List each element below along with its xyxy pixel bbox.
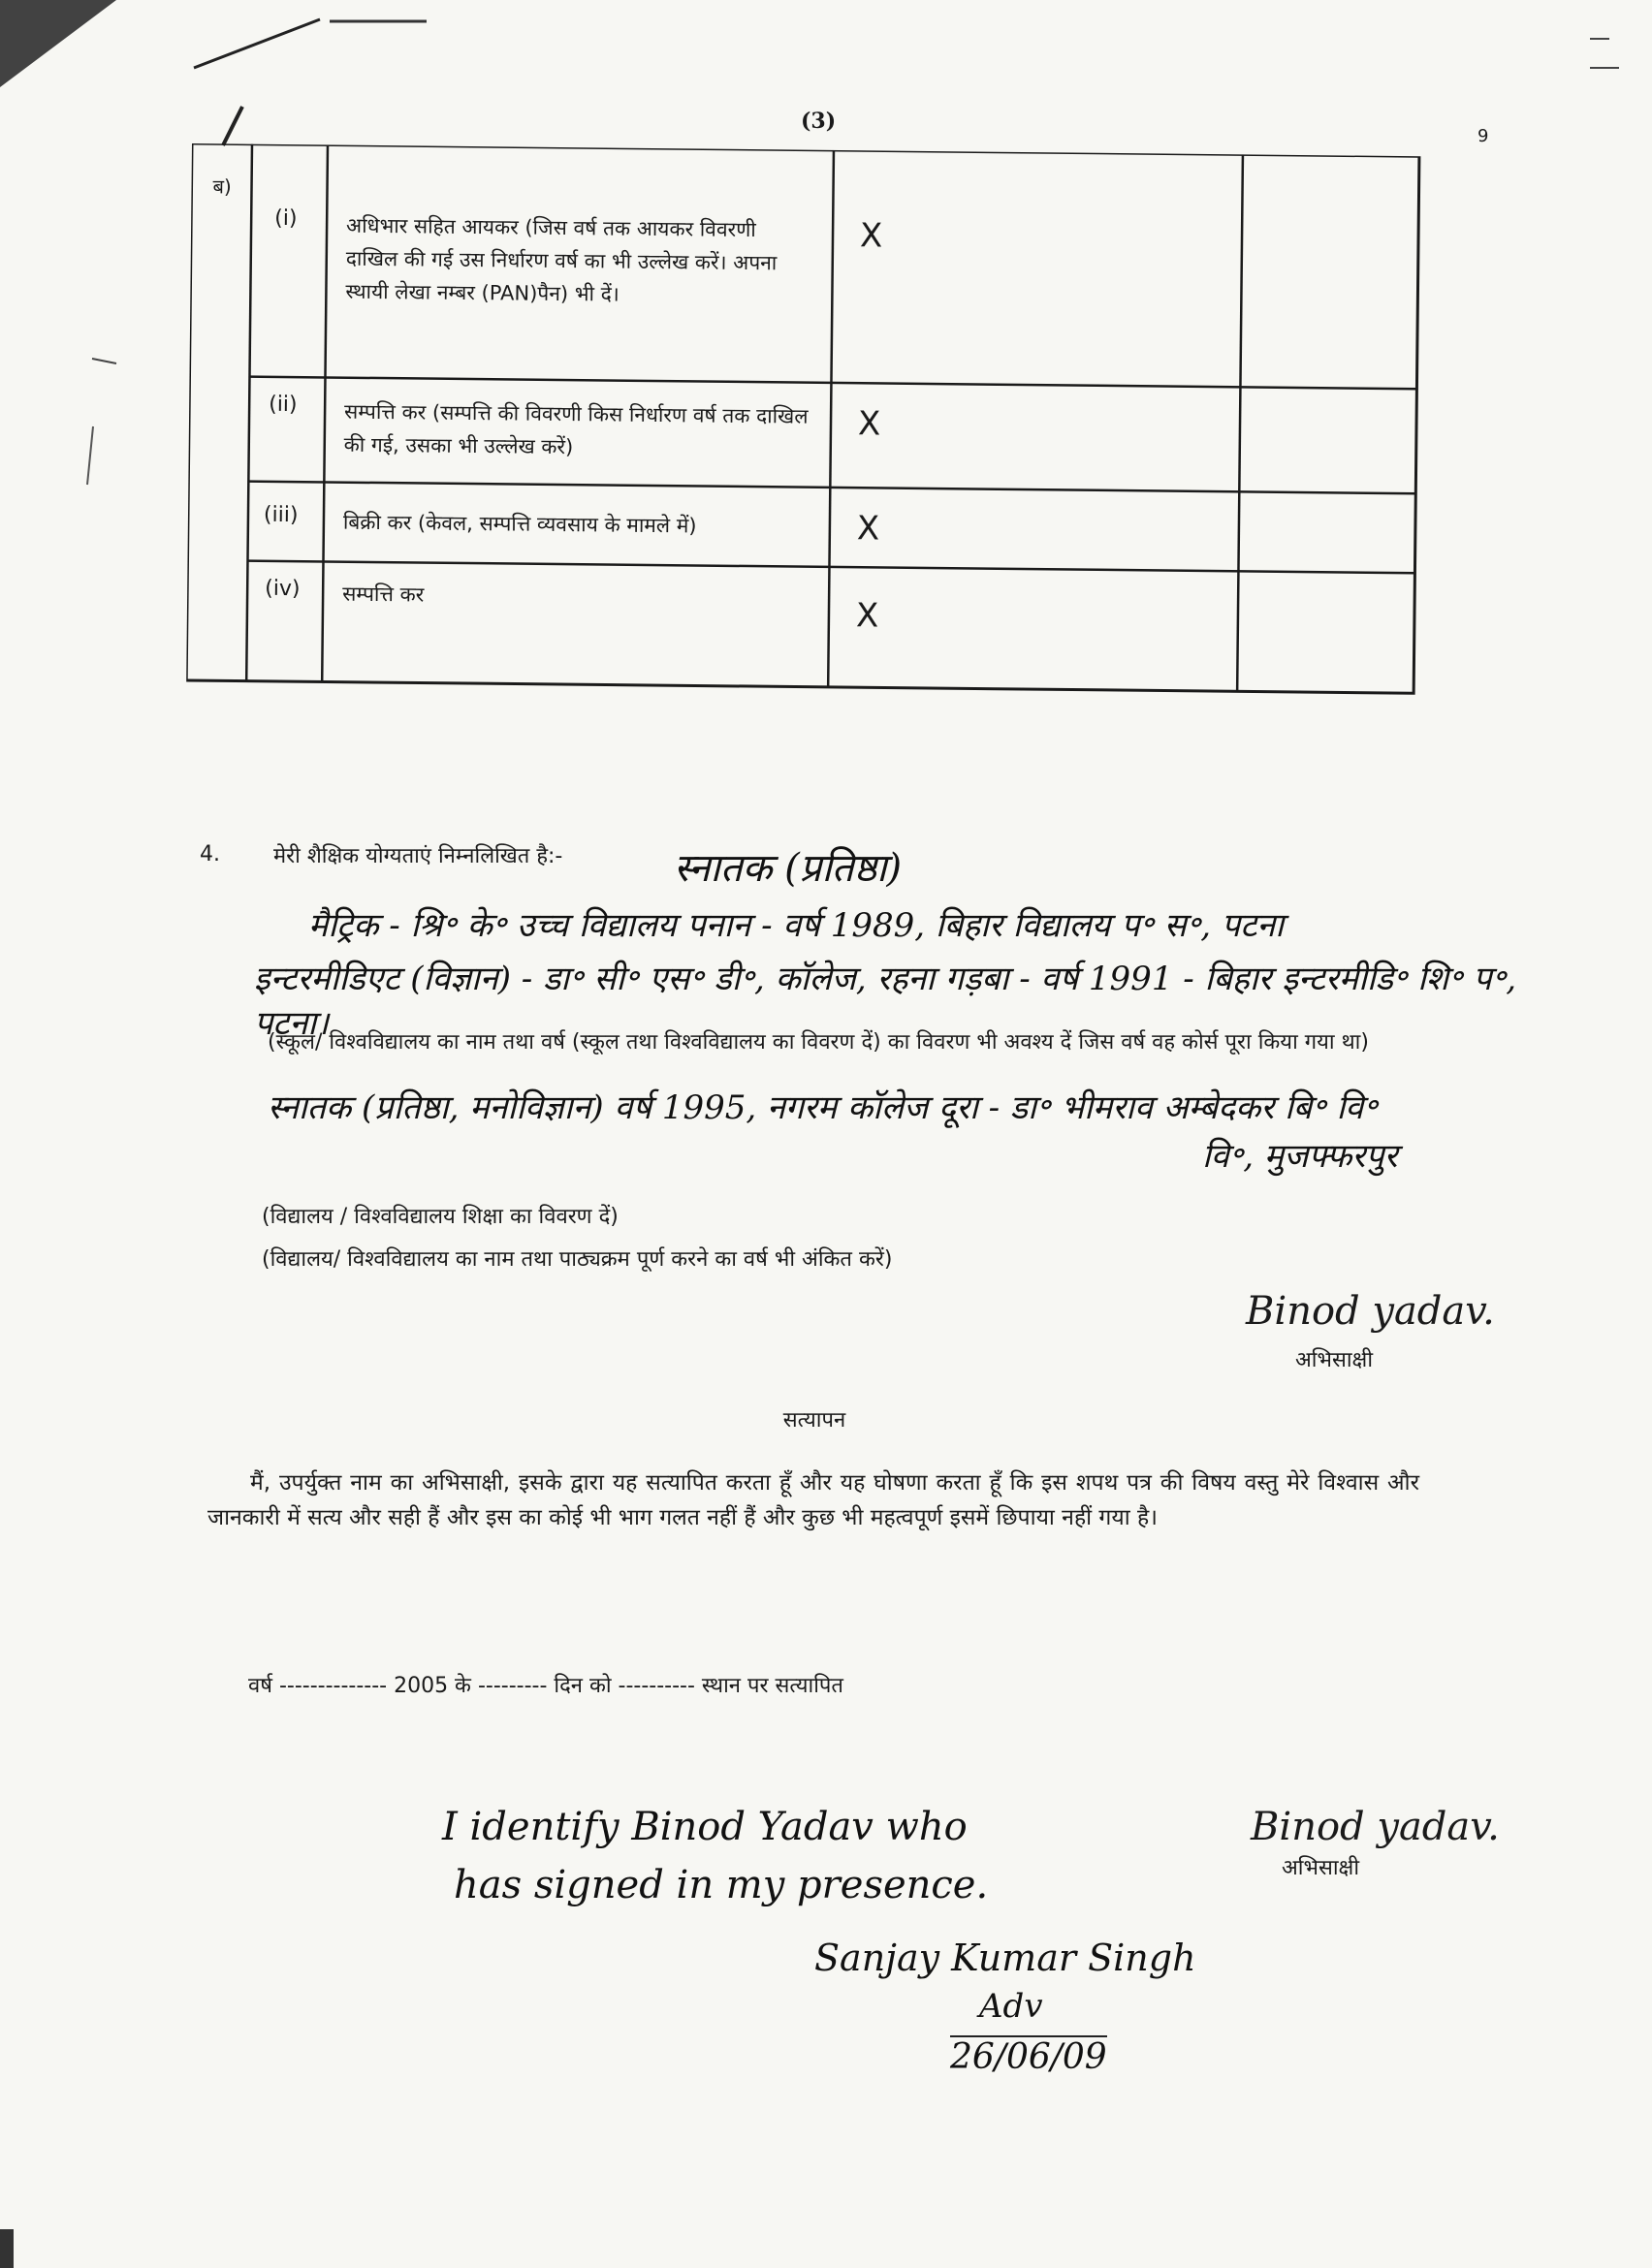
cross-mark: X bbox=[857, 404, 881, 444]
deponent-label: अभिसाक्षी bbox=[1295, 1348, 1374, 1372]
row-label: सम्पत्ति कर (सम्पत्ति की विवरणी किस निर्धारण वर्ष तक दाखिल की गई, उसका भी उल्लेख करें) bbox=[343, 399, 809, 459]
row-number: (ii) bbox=[269, 392, 298, 418]
cross-mark: X bbox=[855, 596, 879, 636]
section-mark: ब) bbox=[212, 174, 232, 199]
handwritten-graduation-line-2: वि॰, मुजफ्फरपुर bbox=[1202, 1137, 1398, 1176]
cross-mark: X bbox=[856, 509, 880, 549]
advocate-date: 26/06/09 bbox=[950, 2037, 1107, 2077]
row-label: बिक्री कर (केवल, सम्पत्ति व्यवसाय के मामले में) bbox=[342, 510, 697, 538]
deponent-label-2: अभिसाक्षी bbox=[1282, 1856, 1360, 1880]
deponent-signature-2: Binod yadav. bbox=[1251, 1805, 1500, 1849]
tax-table bbox=[186, 143, 1421, 695]
handwritten-intermediate-line: इन्टरमीडिएट (विज्ञान) - डा॰ सी॰ एस॰ डी॰, कॉलेज, रहना गड़बा - वर्ष 1991 - बिहार इन्टरमीडि॰ शि॰ प॰, पटना। bbox=[254, 960, 1517, 1043]
verification-date-line: वर्ष -------------- 2005 के --------- दिन को ---------- स्थान पर सत्यापित bbox=[248, 1674, 843, 1698]
row-number: (iii) bbox=[263, 502, 299, 528]
identification-line-1: I identify Binod Yadav who bbox=[442, 1805, 968, 1849]
handwritten-matric-line: मैट्रिक - श्रि॰ के॰ उच्च विद्यालय पनान - वर्ष 1989, बिहार विद्यालय प॰ स॰, पटना bbox=[308, 906, 1285, 945]
identification-line-2: has signed in my presence. bbox=[454, 1863, 989, 1907]
row-label: सम्पत्ति कर bbox=[342, 582, 425, 607]
handwritten-qualification-heading: स्नातक (प्रतिष्ठा) bbox=[674, 846, 903, 891]
education-intro: मेरी शैक्षिक योग्यताएं निम्नलिखित है:- bbox=[273, 844, 563, 868]
deponent-signature: Binod yadav. bbox=[1246, 1289, 1495, 1334]
row-number: (iv) bbox=[265, 576, 301, 602]
item-number: 4. bbox=[200, 842, 220, 866]
row-number: (i) bbox=[274, 205, 298, 232]
advocate-title: Adv bbox=[979, 1987, 1043, 2026]
corner-number: 9 bbox=[1477, 126, 1489, 146]
cross-mark: X bbox=[859, 216, 883, 256]
education-instruction-3: (विद्यालय/ विश्वविद्यालय का नाम तथा पाठ्यक्रम पूर्ण करने का वर्ष भी अंकित करें) bbox=[262, 1247, 893, 1272]
advocate-signature: Sanjay Kumar Singh bbox=[814, 1937, 1196, 1979]
row-label: अधिभार सहित आयकर (जिस वर्ष तक आयकर विवरणी दाखिल की गई उस निर्धारण वर्ष का भी उल्लेख करें। अपना स्थायी लेखा नम्बर (PAN)पैन) भी दें। bbox=[345, 213, 778, 306]
verification-heading: सत्यापन bbox=[782, 1408, 846, 1433]
verification-text: मैं, उपर्युक्त नाम का अभिसाक्षी, इसके द्वारा यह सत्यापित करता हूँ और यह घोषणा करता हूँ कि इस शपथ पत्र की विषय वस्तु मेरे विश्वास और जानकारी में सत्य और सही हैं और इस का कोई भी भाग गलत नहीं हैं और कुछ भी महत्वपूर्ण इसमें छिपाया नहीं गया है। bbox=[207, 1470, 1419, 1530]
handwritten-graduation-line: स्नातक (प्रतिष्ठा, मनोविज्ञान) वर्ष 1995, नगरम कॉलेज दूरा - डा॰ भीमराव अम्बेदकर बि॰ वि॰ bbox=[268, 1088, 1378, 1127]
education-instruction-2: (विद्यालय / विश्वविद्यालय शिक्षा का विवरण दें) bbox=[262, 1205, 619, 1229]
education-instruction-1: (स्कूल/ विश्वविद्यालय का नाम तथा वर्ष (स्कूल तथा विश्वविद्यालय का विवरण दें) का विवरण भी अवश्य दें जिस वर्ष वह कोर्स पूरा किया गया था) bbox=[268, 1030, 1369, 1055]
page-number: (3) bbox=[801, 109, 837, 134]
